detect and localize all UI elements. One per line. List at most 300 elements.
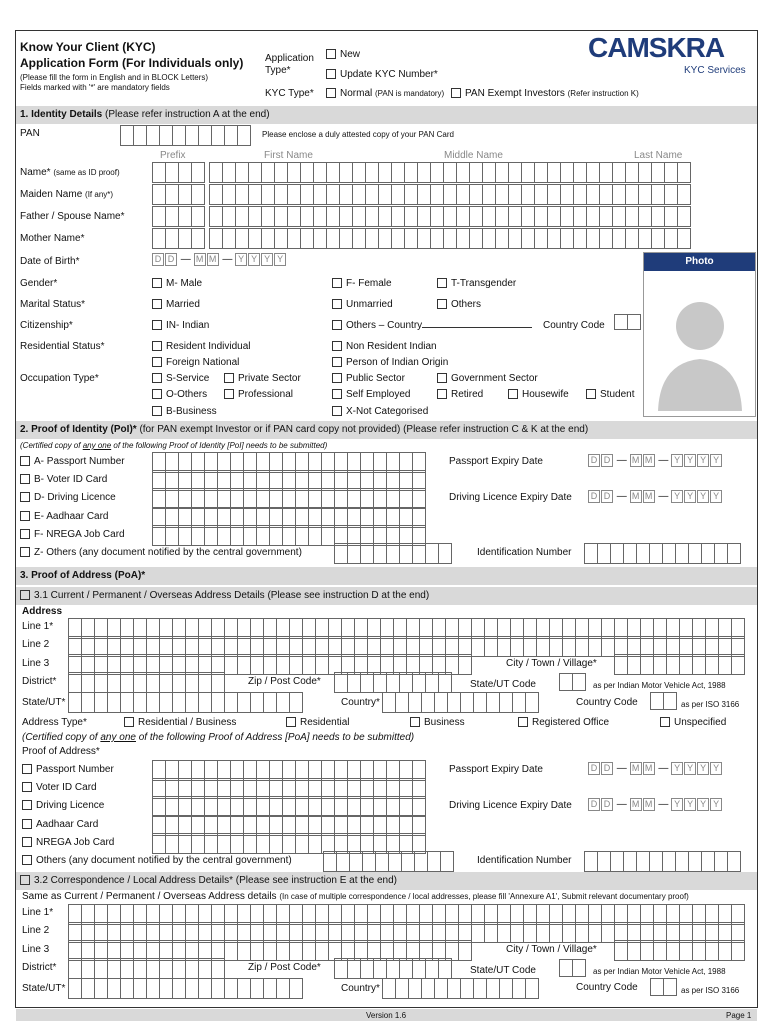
char-box[interactable] bbox=[107, 672, 121, 693]
char-box[interactable] bbox=[508, 206, 522, 227]
photo-box[interactable] bbox=[643, 252, 756, 417]
char-box[interactable] bbox=[430, 206, 444, 227]
char-box[interactable] bbox=[391, 184, 405, 205]
checkbox[interactable] bbox=[124, 717, 134, 727]
char-box[interactable] bbox=[235, 228, 249, 249]
char-box[interactable] bbox=[360, 543, 374, 564]
occ-service[interactable] bbox=[152, 373, 209, 384]
char-box[interactable] bbox=[510, 922, 524, 943]
char-box[interactable] bbox=[412, 543, 426, 564]
char-box[interactable] bbox=[315, 940, 329, 961]
char-box[interactable] bbox=[499, 692, 513, 713]
char-box[interactable] bbox=[276, 654, 290, 675]
char-box[interactable] bbox=[185, 978, 199, 999]
char-box[interactable] bbox=[313, 162, 327, 183]
char-box[interactable] bbox=[250, 978, 264, 999]
char-box[interactable] bbox=[640, 940, 654, 961]
char-box[interactable] bbox=[382, 978, 396, 999]
char-box[interactable] bbox=[692, 940, 706, 961]
char-box[interactable] bbox=[185, 125, 199, 146]
char-box[interactable] bbox=[248, 184, 262, 205]
occ-housewife[interactable] bbox=[508, 389, 569, 400]
char-box[interactable] bbox=[185, 672, 199, 693]
char-box[interactable] bbox=[172, 958, 186, 979]
char-box[interactable] bbox=[81, 672, 95, 693]
char-box[interactable] bbox=[334, 672, 348, 693]
char-box[interactable] bbox=[165, 184, 179, 205]
checkbox[interactable] bbox=[332, 278, 342, 288]
char-box[interactable] bbox=[636, 543, 650, 564]
char-box[interactable] bbox=[469, 184, 483, 205]
occ-business[interactable] bbox=[152, 406, 217, 417]
char-box[interactable] bbox=[146, 672, 160, 693]
char-box[interactable] bbox=[261, 228, 275, 249]
char-box[interactable] bbox=[282, 525, 296, 546]
char-box[interactable] bbox=[727, 851, 741, 872]
char-box[interactable] bbox=[536, 922, 550, 943]
char-box[interactable] bbox=[731, 654, 745, 675]
char-box[interactable] bbox=[308, 833, 322, 854]
res-pio[interactable] bbox=[332, 357, 448, 368]
checkbox[interactable] bbox=[660, 717, 670, 727]
char-box[interactable] bbox=[263, 978, 277, 999]
gender-female[interactable] bbox=[332, 278, 392, 289]
char-box[interactable] bbox=[534, 162, 548, 183]
zip-grid[interactable] bbox=[334, 672, 451, 693]
char-box[interactable] bbox=[562, 922, 576, 943]
char-box[interactable] bbox=[243, 488, 257, 509]
char-box[interactable] bbox=[313, 206, 327, 227]
c-city-grid[interactable] bbox=[614, 940, 744, 961]
char-box[interactable] bbox=[209, 206, 223, 227]
checkbox[interactable] bbox=[224, 389, 234, 399]
char-box[interactable] bbox=[217, 525, 231, 546]
char-box[interactable] bbox=[399, 672, 413, 693]
char-box[interactable] bbox=[198, 692, 212, 713]
char-box[interactable] bbox=[263, 692, 277, 713]
char-box[interactable] bbox=[482, 162, 496, 183]
char-box[interactable] bbox=[534, 206, 548, 227]
mother-grid[interactable] bbox=[152, 228, 690, 249]
char-box[interactable] bbox=[653, 940, 667, 961]
char-box[interactable] bbox=[601, 636, 615, 657]
char-box[interactable] bbox=[198, 958, 212, 979]
char-box[interactable] bbox=[688, 851, 702, 872]
char-box[interactable] bbox=[612, 228, 626, 249]
checkbox[interactable] bbox=[22, 800, 32, 810]
char-box[interactable] bbox=[649, 851, 663, 872]
c-country-code-input[interactable] bbox=[650, 978, 676, 996]
poi-driving[interactable] bbox=[20, 492, 116, 503]
char-box[interactable] bbox=[282, 796, 296, 817]
char-box[interactable] bbox=[373, 672, 387, 693]
char-box[interactable] bbox=[237, 940, 251, 961]
char-box[interactable] bbox=[326, 184, 340, 205]
char-box[interactable] bbox=[627, 314, 641, 330]
char-box[interactable] bbox=[185, 958, 199, 979]
checkbox[interactable] bbox=[22, 837, 32, 847]
char-box[interactable] bbox=[360, 672, 374, 693]
char-box[interactable] bbox=[68, 958, 82, 979]
char-box[interactable] bbox=[237, 125, 251, 146]
char-box[interactable] bbox=[209, 184, 223, 205]
checkbox[interactable] bbox=[20, 456, 30, 466]
char-box[interactable] bbox=[373, 958, 387, 979]
char-box[interactable] bbox=[588, 922, 602, 943]
char-box[interactable] bbox=[334, 958, 348, 979]
char-box[interactable] bbox=[425, 958, 439, 979]
char-box[interactable] bbox=[159, 958, 173, 979]
char-box[interactable] bbox=[209, 228, 223, 249]
char-box[interactable] bbox=[473, 978, 487, 999]
char-box[interactable] bbox=[165, 488, 179, 509]
char-box[interactable] bbox=[308, 525, 322, 546]
char-box[interactable] bbox=[347, 796, 361, 817]
char-box[interactable] bbox=[300, 162, 314, 183]
char-box[interactable] bbox=[360, 796, 374, 817]
char-box[interactable] bbox=[289, 654, 303, 675]
char-box[interactable] bbox=[152, 796, 166, 817]
checkbox[interactable] bbox=[332, 320, 342, 330]
checkbox[interactable] bbox=[152, 406, 162, 416]
char-box[interactable] bbox=[499, 978, 513, 999]
char-box[interactable] bbox=[575, 636, 589, 657]
char-box[interactable] bbox=[107, 978, 121, 999]
char-box[interactable] bbox=[300, 228, 314, 249]
char-box[interactable] bbox=[640, 654, 654, 675]
char-box[interactable] bbox=[512, 978, 526, 999]
char-box[interactable] bbox=[178, 796, 192, 817]
char-box[interactable] bbox=[336, 851, 350, 872]
char-box[interactable] bbox=[237, 692, 251, 713]
char-box[interactable] bbox=[347, 672, 361, 693]
char-box[interactable] bbox=[386, 958, 400, 979]
char-box[interactable] bbox=[276, 692, 290, 713]
poa-passport-expiry-input[interactable]: D D — M M — Y Y Y Y bbox=[588, 762, 723, 775]
char-box[interactable] bbox=[378, 162, 392, 183]
char-box[interactable] bbox=[430, 162, 444, 183]
char-box[interactable] bbox=[224, 940, 238, 961]
char-box[interactable] bbox=[623, 543, 637, 564]
char-box[interactable] bbox=[386, 543, 400, 564]
char-box[interactable] bbox=[458, 940, 472, 961]
char-box[interactable] bbox=[559, 959, 573, 977]
char-box[interactable] bbox=[638, 228, 652, 249]
char-box[interactable] bbox=[178, 228, 192, 249]
char-box[interactable] bbox=[287, 184, 301, 205]
char-box[interactable] bbox=[456, 228, 470, 249]
char-box[interactable] bbox=[120, 978, 134, 999]
char-box[interactable] bbox=[666, 654, 680, 675]
char-box[interactable] bbox=[81, 692, 95, 713]
char-box[interactable] bbox=[404, 184, 418, 205]
char-box[interactable] bbox=[575, 922, 589, 943]
addr-res-business[interactable] bbox=[124, 717, 236, 728]
char-box[interactable] bbox=[178, 833, 192, 854]
char-box[interactable] bbox=[287, 228, 301, 249]
char-box[interactable] bbox=[120, 692, 134, 713]
char-box[interactable] bbox=[217, 833, 231, 854]
char-box[interactable] bbox=[133, 125, 147, 146]
char-box[interactable] bbox=[573, 162, 587, 183]
char-box[interactable] bbox=[352, 162, 366, 183]
marital-others[interactable] bbox=[437, 299, 481, 310]
char-box[interactable] bbox=[521, 184, 535, 205]
char-box[interactable] bbox=[438, 958, 452, 979]
checkbox[interactable] bbox=[20, 492, 30, 502]
char-box[interactable] bbox=[315, 654, 329, 675]
char-box[interactable] bbox=[677, 206, 691, 227]
char-box[interactable] bbox=[172, 692, 186, 713]
char-box[interactable] bbox=[159, 125, 173, 146]
res-foreign[interactable] bbox=[152, 357, 239, 368]
char-box[interactable] bbox=[133, 692, 147, 713]
char-box[interactable] bbox=[204, 525, 218, 546]
poa-others-input[interactable] bbox=[323, 851, 453, 872]
char-box[interactable] bbox=[601, 922, 615, 943]
char-box[interactable] bbox=[165, 833, 179, 854]
addr-business[interactable] bbox=[410, 717, 465, 728]
char-box[interactable] bbox=[521, 162, 535, 183]
char-box[interactable] bbox=[399, 543, 413, 564]
poa-nrega[interactable] bbox=[22, 837, 114, 848]
char-box[interactable] bbox=[222, 162, 236, 183]
char-box[interactable] bbox=[152, 228, 166, 249]
checkbox[interactable] bbox=[22, 855, 32, 865]
char-box[interactable] bbox=[471, 922, 485, 943]
char-box[interactable] bbox=[373, 488, 387, 509]
char-box[interactable] bbox=[295, 796, 309, 817]
char-box[interactable] bbox=[560, 184, 574, 205]
char-box[interactable] bbox=[434, 692, 448, 713]
char-box[interactable] bbox=[434, 978, 448, 999]
char-box[interactable] bbox=[408, 978, 422, 999]
char-box[interactable] bbox=[430, 184, 444, 205]
char-box[interactable] bbox=[152, 833, 166, 854]
gender-trans[interactable] bbox=[437, 278, 516, 289]
char-box[interactable] bbox=[269, 796, 283, 817]
char-box[interactable] bbox=[211, 125, 225, 146]
char-box[interactable] bbox=[248, 206, 262, 227]
char-box[interactable] bbox=[610, 851, 624, 872]
char-box[interactable] bbox=[339, 228, 353, 249]
char-box[interactable] bbox=[261, 162, 275, 183]
char-box[interactable] bbox=[549, 636, 563, 657]
poi-nrega[interactable] bbox=[20, 529, 125, 540]
citizen-others[interactable] bbox=[332, 320, 532, 331]
char-box[interactable] bbox=[404, 162, 418, 183]
char-box[interactable] bbox=[276, 978, 290, 999]
char-box[interactable] bbox=[243, 796, 257, 817]
char-box[interactable] bbox=[217, 796, 231, 817]
char-box[interactable] bbox=[573, 228, 587, 249]
checkbox[interactable] bbox=[20, 511, 30, 521]
checkbox[interactable] bbox=[437, 299, 447, 309]
char-box[interactable] bbox=[191, 488, 205, 509]
char-box[interactable] bbox=[198, 672, 212, 693]
checkbox[interactable] bbox=[152, 299, 162, 309]
occ-retired[interactable] bbox=[437, 389, 483, 400]
char-box[interactable] bbox=[650, 978, 664, 996]
char-box[interactable] bbox=[473, 692, 487, 713]
char-box[interactable] bbox=[547, 206, 561, 227]
char-box[interactable] bbox=[586, 228, 600, 249]
checkbox[interactable] bbox=[508, 389, 518, 399]
occ-others[interactable] bbox=[152, 389, 207, 400]
char-box[interactable] bbox=[705, 654, 719, 675]
checkbox[interactable] bbox=[152, 389, 162, 399]
char-box[interactable] bbox=[224, 978, 238, 999]
char-box[interactable] bbox=[599, 162, 613, 183]
char-box[interactable] bbox=[386, 672, 400, 693]
char-box[interactable] bbox=[560, 162, 574, 183]
char-box[interactable] bbox=[588, 636, 602, 657]
char-box[interactable] bbox=[404, 206, 418, 227]
char-box[interactable] bbox=[289, 692, 303, 713]
char-box[interactable] bbox=[263, 940, 277, 961]
char-box[interactable] bbox=[365, 162, 379, 183]
pan-input[interactable] bbox=[120, 125, 250, 146]
state-code-input[interactable] bbox=[559, 673, 585, 691]
char-box[interactable] bbox=[339, 162, 353, 183]
checkbox[interactable] bbox=[326, 88, 336, 98]
char-box[interactable] bbox=[334, 796, 348, 817]
char-box[interactable] bbox=[274, 162, 288, 183]
char-box[interactable] bbox=[321, 488, 335, 509]
poa-driving-input[interactable] bbox=[152, 796, 425, 817]
char-box[interactable] bbox=[705, 940, 719, 961]
char-box[interactable] bbox=[295, 833, 309, 854]
checkbox[interactable] bbox=[332, 357, 342, 367]
char-box[interactable] bbox=[482, 184, 496, 205]
char-box[interactable] bbox=[391, 228, 405, 249]
res-individual[interactable] bbox=[152, 341, 251, 352]
char-box[interactable] bbox=[638, 162, 652, 183]
char-box[interactable] bbox=[597, 851, 611, 872]
char-box[interactable] bbox=[560, 206, 574, 227]
char-box[interactable] bbox=[584, 851, 598, 872]
char-box[interactable] bbox=[731, 940, 745, 961]
char-box[interactable] bbox=[460, 978, 474, 999]
char-box[interactable] bbox=[584, 543, 598, 564]
char-box[interactable] bbox=[191, 796, 205, 817]
char-box[interactable] bbox=[675, 851, 689, 872]
char-box[interactable] bbox=[211, 978, 225, 999]
char-box[interactable] bbox=[523, 922, 537, 943]
char-box[interactable] bbox=[495, 162, 509, 183]
poi-others-input[interactable] bbox=[334, 543, 451, 564]
checkbox[interactable] bbox=[332, 341, 342, 351]
char-box[interactable] bbox=[287, 162, 301, 183]
char-box[interactable] bbox=[237, 654, 251, 675]
char-box[interactable] bbox=[664, 206, 678, 227]
char-box[interactable] bbox=[469, 206, 483, 227]
gender-male[interactable] bbox=[152, 278, 202, 289]
occ-private[interactable] bbox=[224, 373, 301, 384]
char-box[interactable] bbox=[412, 958, 426, 979]
char-box[interactable] bbox=[521, 206, 535, 227]
char-box[interactable] bbox=[209, 162, 223, 183]
char-box[interactable] bbox=[399, 796, 413, 817]
char-box[interactable] bbox=[321, 796, 335, 817]
char-box[interactable] bbox=[152, 206, 166, 227]
checkbox[interactable] bbox=[152, 320, 162, 330]
char-box[interactable] bbox=[382, 692, 396, 713]
char-box[interactable] bbox=[302, 940, 316, 961]
c-country-grid[interactable] bbox=[382, 978, 538, 999]
char-box[interactable] bbox=[677, 162, 691, 183]
checkbox[interactable] bbox=[20, 529, 30, 539]
char-box[interactable] bbox=[191, 184, 205, 205]
app-type-new[interactable] bbox=[326, 49, 360, 60]
char-box[interactable] bbox=[146, 125, 160, 146]
char-box[interactable] bbox=[386, 796, 400, 817]
char-box[interactable] bbox=[508, 228, 522, 249]
char-box[interactable] bbox=[612, 184, 626, 205]
char-box[interactable] bbox=[248, 228, 262, 249]
char-box[interactable] bbox=[386, 488, 400, 509]
char-box[interactable] bbox=[326, 228, 340, 249]
char-box[interactable] bbox=[378, 206, 392, 227]
c-state-code-input[interactable] bbox=[559, 959, 585, 977]
char-box[interactable] bbox=[198, 978, 212, 999]
char-box[interactable] bbox=[458, 654, 472, 675]
marital-unmarried[interactable] bbox=[332, 299, 393, 310]
poa-passport[interactable] bbox=[22, 764, 114, 775]
char-box[interactable] bbox=[308, 796, 322, 817]
char-box[interactable] bbox=[146, 958, 160, 979]
char-box[interactable] bbox=[308, 488, 322, 509]
char-box[interactable] bbox=[714, 851, 728, 872]
char-box[interactable] bbox=[347, 958, 361, 979]
char-box[interactable] bbox=[250, 940, 264, 961]
char-box[interactable] bbox=[399, 488, 413, 509]
poi-driving-input[interactable] bbox=[152, 488, 425, 509]
char-box[interactable] bbox=[484, 922, 498, 943]
checkbox[interactable] bbox=[326, 49, 336, 59]
checkbox[interactable] bbox=[20, 474, 30, 484]
char-box[interactable] bbox=[443, 206, 457, 227]
occ-government[interactable] bbox=[437, 373, 538, 384]
char-box[interactable] bbox=[261, 184, 275, 205]
char-box[interactable] bbox=[269, 525, 283, 546]
dob-input[interactable]: D D — M M — Y Y Y Y bbox=[152, 253, 287, 266]
char-box[interactable] bbox=[456, 162, 470, 183]
char-box[interactable] bbox=[68, 692, 82, 713]
char-box[interactable] bbox=[378, 228, 392, 249]
char-box[interactable] bbox=[627, 940, 641, 961]
checkbox[interactable] bbox=[22, 764, 32, 774]
char-box[interactable] bbox=[107, 692, 121, 713]
char-box[interactable] bbox=[425, 543, 439, 564]
char-box[interactable] bbox=[536, 636, 550, 657]
char-box[interactable] bbox=[378, 184, 392, 205]
c-zip-grid[interactable] bbox=[334, 958, 451, 979]
char-box[interactable] bbox=[482, 228, 496, 249]
char-box[interactable] bbox=[471, 636, 485, 657]
char-box[interactable] bbox=[679, 940, 693, 961]
char-box[interactable] bbox=[653, 654, 667, 675]
char-box[interactable] bbox=[165, 228, 179, 249]
char-box[interactable] bbox=[412, 796, 426, 817]
char-box[interactable] bbox=[612, 206, 626, 227]
res-nri[interactable] bbox=[332, 341, 437, 352]
checkbox[interactable] bbox=[224, 373, 234, 383]
kyc-type-pan-exempt[interactable] bbox=[451, 88, 639, 99]
char-box[interactable] bbox=[243, 525, 257, 546]
char-box[interactable] bbox=[586, 184, 600, 205]
char-box[interactable] bbox=[614, 940, 628, 961]
